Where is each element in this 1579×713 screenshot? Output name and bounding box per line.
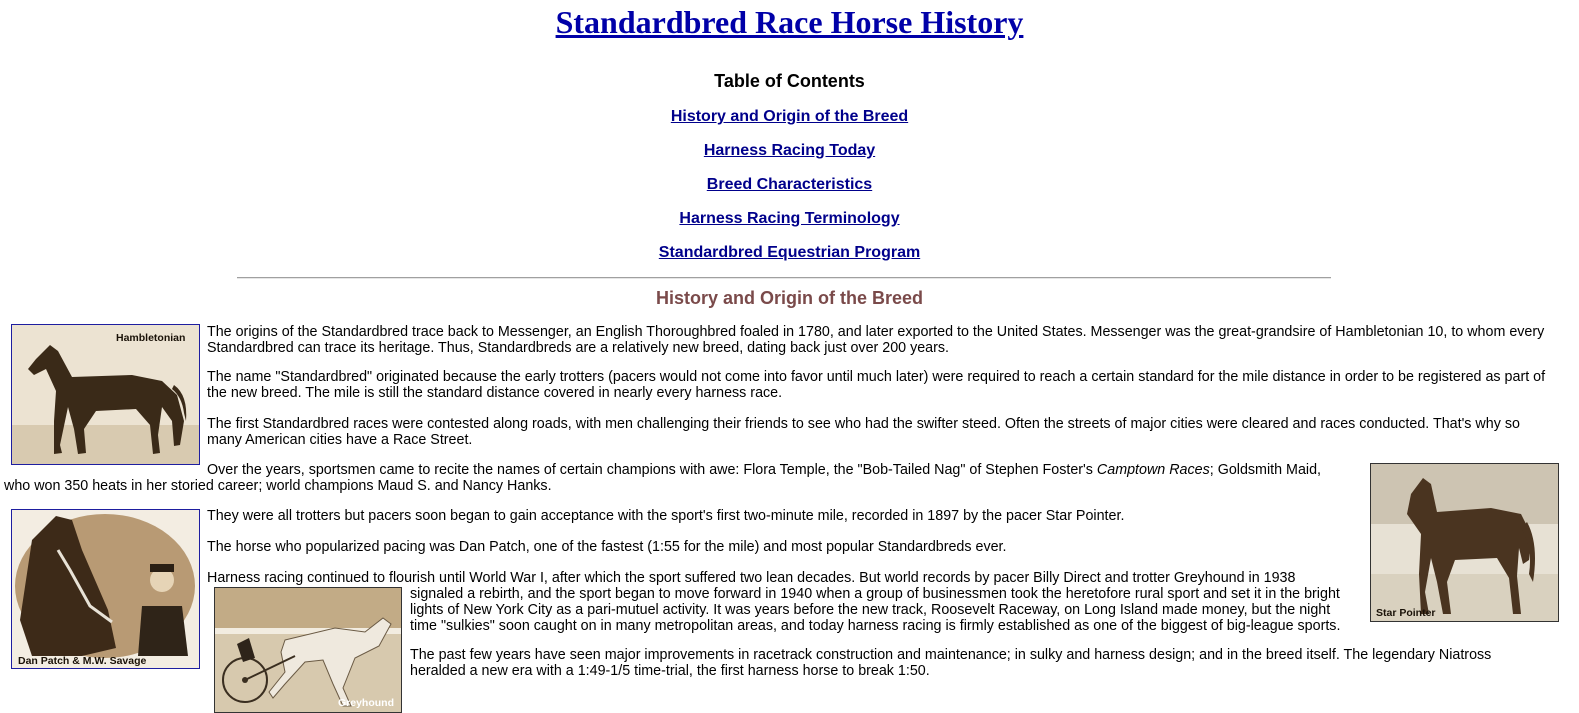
star-pointer-photo — [1370, 463, 1559, 622]
toc-link-terminology[interactable]: Harness Racing Terminology — [679, 210, 900, 227]
toc-item — [0, 175, 1579, 195]
paragraph-champions-line2: who won 350 heats in her storied career; world champions Maud S. and Nancy Hanks. — [4, 478, 552, 494]
hambletonian-photo — [11, 324, 200, 465]
toc-item — [0, 209, 1579, 229]
star-pointer-caption: Star Pointer — [1376, 607, 1436, 619]
page-title-link[interactable]: Standardbred Race Horse History — [555, 4, 1024, 40]
toc-item — [0, 243, 1579, 263]
section-heading: History and Origin of the Breed — [655, 288, 924, 308]
camptown-races-title: Camptown Races — [1096, 462, 1210, 478]
toc-item — [0, 107, 1579, 127]
paragraph-world-war-line1: Harness racing continued to flourish until World War I, after which the sport suffered two lean decades. But world records by pacer Billy Direct and trotter Greyhound in 1938 — [207, 570, 1296, 586]
paragraph-champions — [207, 462, 1367, 478]
toc-link-harness-racing-today[interactable]: Harness Racing Today — [703, 142, 876, 159]
toc-link-equestrian-program[interactable]: Standardbred Equestrian Program — [658, 244, 921, 261]
paragraph-first-races: The first Standardbred races were contested along roads, with men challenging their friends to see who had the swifter steed. Often the streets of major cities were cleared and races conducted. That's why so many American cities have a Race Street. — [207, 416, 1520, 448]
paragraph-recent-improvements: The past few years have seen major improvements in racetrack construction and maintenance; in sulky and harness design; and in the breed itself. The legendary Niatross heralded a new era with a 1:49-1/5 time-trial, the first harness horse to break 1:50. — [410, 647, 1492, 679]
paragraph-champions-text-a: Over the years, sportsmen came to recite the names of certain champions with awe: Flora Temple, the "Bob-Tailed Nag" of Stephen Foster's — [207, 462, 1097, 478]
paragraph-pacers-acceptance: They were all trotters but pacers soon began to gain acceptance with the sport's first two-minute mile, recorded in 1897 by the pacer Star Pointer. — [207, 508, 1125, 524]
paragraph-champions-text-b: ; Goldsmith Maid, — [1209, 462, 1321, 478]
dan-patch-photo — [11, 509, 200, 669]
paragraph-dan-patch: The horse who popularized pacing was Dan Patch, one of the fastest (1:55 for the mile) and most popular Standardbreds ever. — [207, 539, 1007, 555]
paragraph-world-war-rest: signaled a rebirth, and the sport began to move forward in 1940 when a group of businessmen took the heretofore rural sport and set it in the bright lights of New York City as a pari-mutuel activity. It was years before the new track, Roosevelt Raceway, on Long Island made money, but the night time "sulkies" soon caught on in many metropolitan areas, and today harness racing is firmly established as one of the biggest of big-league sports. — [410, 586, 1341, 634]
dan-patch-caption: Dan Patch & M.W. Savage — [18, 655, 147, 667]
greyhound-caption: Greyhound — [338, 697, 395, 709]
toc-link-history[interactable]: History and Origin of the Breed — [670, 108, 909, 125]
hambletonian-caption: Hambletonian — [116, 332, 186, 344]
toc-item — [0, 141, 1579, 161]
paragraph-name-standardbred: The name "Standardbred" originated because the early trotters (pacers would not come into favor until much later) were required to reach a certain standard for the mile distance in order to be registered as part of the new breed. The mile is still the standard distance covered in nearly every harness race. — [207, 369, 1546, 401]
horizontal-divider — [237, 277, 1331, 279]
page-title — [0, 2, 1579, 42]
greyhound-photo — [214, 587, 402, 713]
paragraph-origins: The origins of the Standardbred trace back to Messenger, an English Thoroughbred foaled in 1780, and later exported to the United States. Messenger was the great-grandsire of Hambletonian 10, to whom every Standardbred can trace its heritage. Thus, Standardbreds are a relatively new breed, dating back just over 200 years. — [207, 324, 1545, 356]
toc-heading: Table of Contents — [714, 71, 865, 91]
toc-link-breed-characteristics[interactable]: Breed Characteristics — [706, 176, 873, 193]
